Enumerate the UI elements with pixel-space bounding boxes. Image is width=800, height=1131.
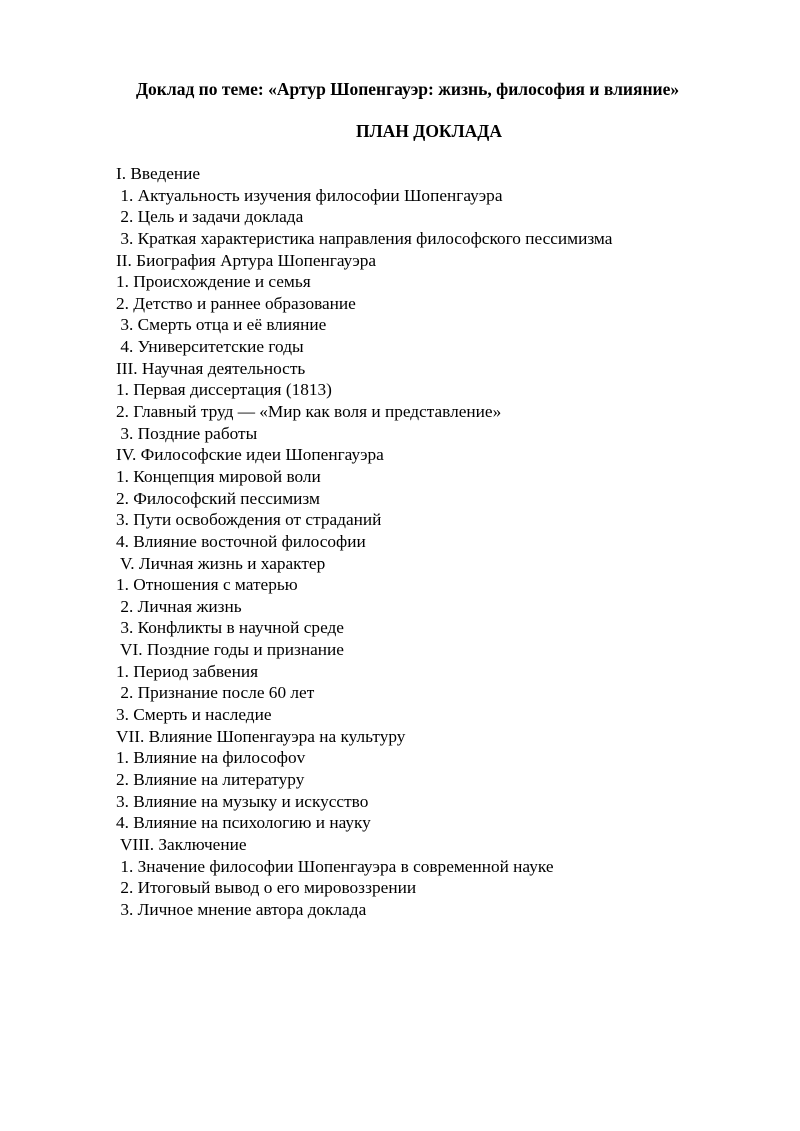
outline-item: 1. Влияние на философоv (116, 748, 306, 768)
outline-item: 3. Смерть и наследие (116, 705, 272, 725)
outline-item: I. Введение (116, 164, 201, 183)
outline-item: 2. Главный труд — «Мир как воля и представление» (116, 402, 502, 422)
outline-item: 3. Краткая характеристика направления философского пессимизма (116, 228, 613, 248)
outline-item: IV. Философские идеи Шопенгауэра (116, 445, 384, 465)
outline-item: 3. Личное мнение автора доклада (116, 899, 367, 919)
outline-item: 4. Университетские годы (116, 337, 304, 357)
outline-item: 2. Признание после 60 лет (116, 683, 315, 703)
outline-item: 1. Происхождение и семья (116, 272, 311, 292)
outline-item: 1. Актуальность изучения философии Шопенгауэра (116, 185, 503, 205)
outline-item: VII. Влияние Шопенгауэра на культуру (116, 726, 406, 746)
outline-item: III. Научная деятельность (116, 358, 306, 378)
outline-item: 1. Первая диссертация (1813) (116, 380, 332, 400)
outline-item: 1. Значение философии Шопенгауэра в современной науке (116, 856, 554, 876)
outline-item: 2. Детство и раннее образование (116, 293, 356, 313)
outline-item: 3. Влияние на музыку и искусство (116, 791, 369, 811)
outline-item: 3. Конфликты в научной среде (116, 618, 344, 638)
outline-item: VIII. Заключение (116, 834, 247, 854)
outline-item: V. Личная жизнь и характер (116, 553, 326, 573)
outline-item: VI. Поздние годы и признание (116, 640, 344, 660)
plan-heading: ПЛАН ДОКЛАДА (356, 121, 502, 141)
outline-item: 3. Смерть отца и её влияние (116, 315, 327, 335)
outline-item: 3. Пути освобождения от страданий (116, 510, 382, 530)
outline-item: 3. Поздние работы (116, 423, 258, 443)
outline-item: 4. Влияние на психологию и науку (116, 813, 371, 833)
outline-item: 2. Цель и задачи доклада (116, 207, 304, 227)
document-title: Доклад по теме: «Артур Шопенгауэр: жизнь, философия и влияние» (136, 79, 680, 99)
outline-list (116, 163, 776, 920)
outline-item: 1. Отношения с матерью (116, 575, 298, 595)
outline-item: 4. Влияние восточной философии (116, 531, 366, 551)
outline-item: II. Биография Артура Шопенгауэра (116, 250, 377, 270)
outline-item: 2. Личная жизнь (116, 596, 242, 616)
outline-item: 2. Философский пессимизм (116, 488, 320, 508)
outline-item: 1. Концепция мировой воли (116, 466, 321, 486)
outline-item: 2. Итоговый вывод о его мировоззрении (116, 878, 417, 898)
outline-item: 1. Период забвения (116, 661, 259, 681)
outline-item: 2. Влияние на литературу (116, 769, 305, 789)
